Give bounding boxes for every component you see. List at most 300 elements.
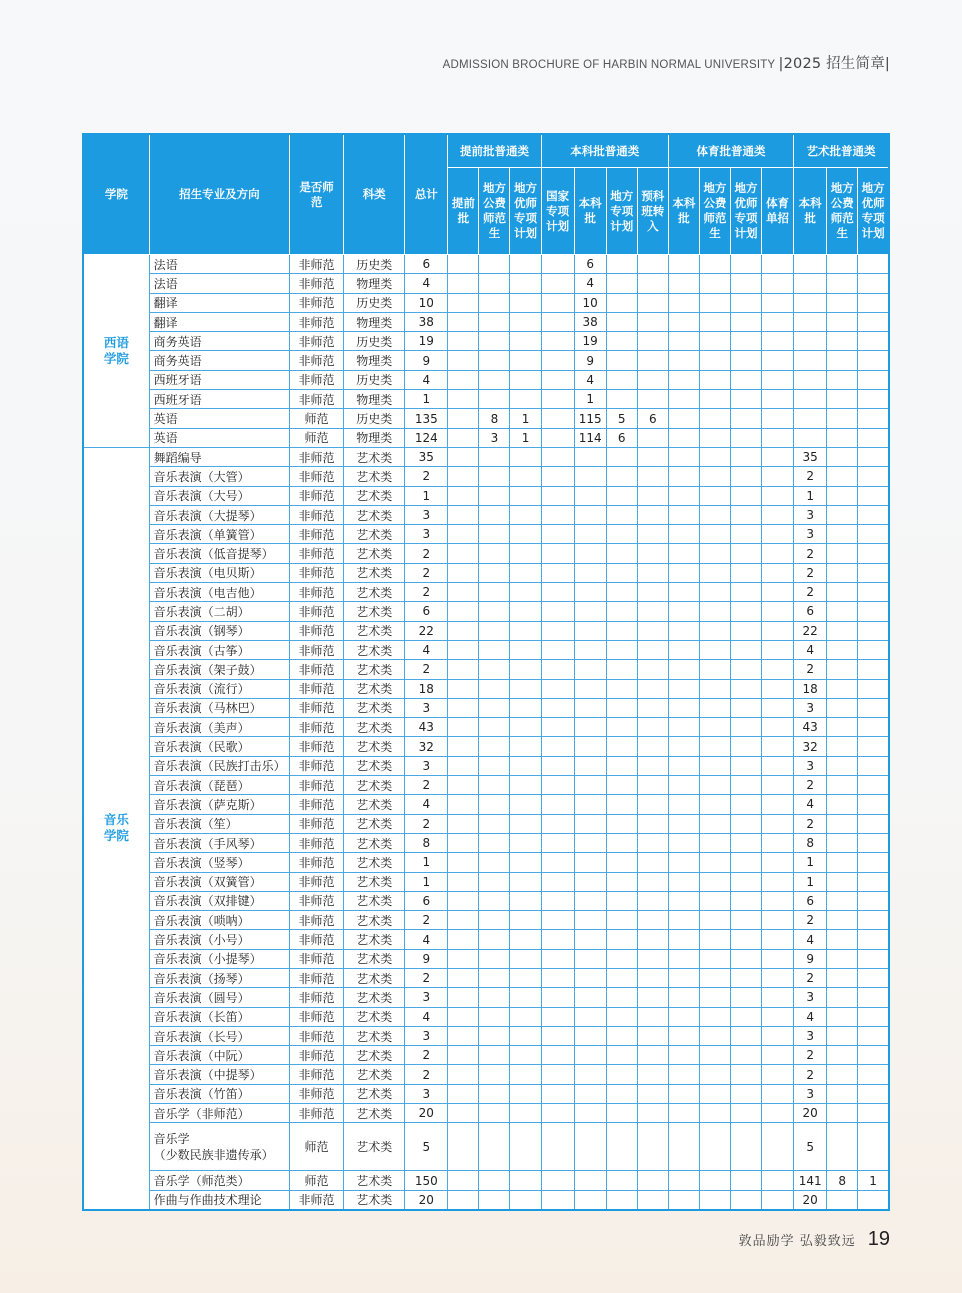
category-cell: 艺术类 bbox=[344, 1171, 405, 1190]
quota-cell bbox=[827, 795, 858, 814]
quota-cell bbox=[827, 853, 858, 872]
quota-cell bbox=[762, 390, 794, 409]
quota-cell bbox=[479, 679, 510, 698]
quota-cell: 4 bbox=[574, 370, 606, 389]
quota-cell bbox=[827, 525, 858, 544]
quota-cell bbox=[827, 640, 858, 659]
table-row bbox=[83, 312, 889, 331]
category-cell: 艺术类 bbox=[344, 1046, 405, 1065]
table-row bbox=[83, 640, 889, 659]
quota-cell bbox=[668, 1171, 699, 1190]
total-cell: 19 bbox=[405, 332, 448, 351]
major-cell: 音乐表演（琵琶） bbox=[149, 776, 289, 795]
quota-cell bbox=[699, 891, 730, 910]
quota-cell bbox=[606, 1104, 637, 1123]
quota-cell bbox=[606, 930, 637, 949]
major-cell: 音乐表演（电吉他） bbox=[149, 583, 289, 602]
quota-cell bbox=[762, 1065, 794, 1084]
major-cell: 商务英语 bbox=[149, 332, 289, 351]
quota-cell bbox=[574, 1104, 606, 1123]
quota-cell bbox=[448, 1104, 479, 1123]
quota-cell bbox=[606, 351, 637, 370]
quota-cell bbox=[699, 312, 730, 331]
subcol-header: 国家专项计划 bbox=[541, 168, 574, 255]
quota-cell bbox=[510, 467, 541, 486]
major-cell: 作曲与作曲技术理论 bbox=[149, 1190, 289, 1210]
quota-cell bbox=[574, 447, 606, 466]
quota-cell bbox=[541, 930, 574, 949]
quota-cell bbox=[730, 930, 761, 949]
normal-cell: 非师范 bbox=[290, 1007, 344, 1026]
major-cell: 音乐表演（低音提琴） bbox=[149, 544, 289, 563]
quota-cell bbox=[762, 1084, 794, 1103]
group-header-early: 提前批普通类 bbox=[448, 134, 541, 168]
quota-cell bbox=[541, 525, 574, 544]
quota-cell bbox=[668, 756, 699, 775]
quota-cell bbox=[448, 447, 479, 466]
quota-cell bbox=[637, 911, 668, 930]
total-cell: 6 bbox=[405, 602, 448, 621]
total-cell: 2 bbox=[405, 467, 448, 486]
quota-cell bbox=[858, 660, 889, 679]
category-cell: 艺术类 bbox=[344, 891, 405, 910]
quota-cell bbox=[510, 968, 541, 987]
quota-cell bbox=[637, 1123, 668, 1171]
quota-cell bbox=[827, 563, 858, 582]
quota-cell bbox=[730, 1007, 761, 1026]
quota-cell: 3 bbox=[794, 756, 827, 775]
quota-cell bbox=[730, 467, 761, 486]
subcol-header: 地方优师专项计划 bbox=[730, 168, 761, 255]
quota-cell bbox=[827, 621, 858, 640]
quota-cell: 2 bbox=[794, 911, 827, 930]
quota-cell bbox=[606, 505, 637, 524]
subcol-header: 地方公费师范生 bbox=[699, 168, 730, 255]
brochure-title: |2025 招生简章| bbox=[778, 56, 890, 72]
quota-cell bbox=[827, 602, 858, 621]
quota-cell bbox=[541, 409, 574, 428]
quota-cell bbox=[479, 447, 510, 466]
quota-cell bbox=[448, 795, 479, 814]
major-cell: 音乐表演（竹笛） bbox=[149, 1084, 289, 1103]
quota-cell bbox=[699, 1123, 730, 1171]
quota-cell bbox=[541, 293, 574, 312]
quota-cell bbox=[637, 756, 668, 775]
total-cell: 9 bbox=[405, 949, 448, 968]
quota-cell bbox=[858, 795, 889, 814]
category-cell: 艺术类 bbox=[344, 853, 405, 872]
quota-cell bbox=[762, 602, 794, 621]
normal-cell: 非师范 bbox=[290, 1190, 344, 1210]
quota-cell bbox=[762, 1104, 794, 1123]
quota-cell bbox=[510, 1123, 541, 1171]
major-cell: 音乐表演（双簧管） bbox=[149, 872, 289, 891]
quota-cell bbox=[762, 949, 794, 968]
quota-cell bbox=[541, 447, 574, 466]
normal-cell: 师范 bbox=[290, 409, 344, 428]
quota-cell bbox=[762, 312, 794, 331]
quota-cell bbox=[637, 255, 668, 274]
quota-cell bbox=[448, 602, 479, 621]
major-cell: 音乐表演（唢呐） bbox=[149, 911, 289, 930]
category-cell: 艺术类 bbox=[344, 930, 405, 949]
quota-cell bbox=[510, 563, 541, 582]
quota-cell bbox=[699, 911, 730, 930]
quota-cell bbox=[858, 1046, 889, 1065]
quota-cell bbox=[448, 949, 479, 968]
quota-cell bbox=[510, 891, 541, 910]
quota-cell bbox=[541, 949, 574, 968]
total-cell: 20 bbox=[405, 1190, 448, 1210]
normal-cell: 非师范 bbox=[290, 505, 344, 524]
quota-cell bbox=[574, 563, 606, 582]
quota-cell bbox=[858, 467, 889, 486]
quota-cell: 4 bbox=[794, 795, 827, 814]
quota-cell bbox=[858, 756, 889, 775]
quota-cell bbox=[637, 930, 668, 949]
quota-cell bbox=[637, 988, 668, 1007]
quota-cell bbox=[510, 1084, 541, 1103]
category-cell: 艺术类 bbox=[344, 505, 405, 524]
quota-cell bbox=[668, 718, 699, 737]
category-cell: 艺术类 bbox=[344, 583, 405, 602]
normal-cell: 非师范 bbox=[290, 911, 344, 930]
category-cell: 艺术类 bbox=[344, 1007, 405, 1026]
major-cell: 法语 bbox=[149, 255, 289, 274]
total-cell: 3 bbox=[405, 1084, 448, 1103]
quota-cell bbox=[668, 293, 699, 312]
normal-cell: 非师范 bbox=[290, 1026, 344, 1045]
quota-cell bbox=[762, 351, 794, 370]
quota-cell bbox=[637, 602, 668, 621]
quota-cell bbox=[448, 1046, 479, 1065]
quota-cell: 2 bbox=[794, 660, 827, 679]
quota-cell bbox=[510, 718, 541, 737]
table-row bbox=[83, 602, 889, 621]
total-cell: 2 bbox=[405, 776, 448, 795]
quota-cell bbox=[510, 332, 541, 351]
quota-cell bbox=[479, 872, 510, 891]
quota-cell bbox=[827, 370, 858, 389]
quota-cell bbox=[668, 1046, 699, 1065]
quota-cell: 9 bbox=[574, 351, 606, 370]
category-cell: 艺术类 bbox=[344, 447, 405, 466]
category-cell: 艺术类 bbox=[344, 563, 405, 582]
quota-cell bbox=[541, 428, 574, 447]
quota-cell bbox=[574, 988, 606, 1007]
quota-cell bbox=[574, 756, 606, 775]
quota-cell bbox=[730, 776, 761, 795]
subcol-header: 本科批 bbox=[668, 168, 699, 255]
quota-cell bbox=[541, 505, 574, 524]
quota-cell bbox=[858, 563, 889, 582]
quota-cell bbox=[699, 718, 730, 737]
quota-cell bbox=[858, 1190, 889, 1210]
quota-cell bbox=[668, 930, 699, 949]
quota-cell bbox=[827, 312, 858, 331]
quota-cell bbox=[574, 621, 606, 640]
quota-cell bbox=[762, 660, 794, 679]
quota-cell bbox=[606, 486, 637, 505]
quota-cell bbox=[858, 370, 889, 389]
col-total-header: 总计 bbox=[405, 134, 448, 255]
total-cell: 4 bbox=[405, 370, 448, 389]
normal-cell: 非师范 bbox=[290, 853, 344, 872]
quota-cell bbox=[668, 640, 699, 659]
quota-cell bbox=[730, 621, 761, 640]
quota-cell bbox=[699, 293, 730, 312]
quota-cell bbox=[448, 1171, 479, 1190]
major-cell: 商务英语 bbox=[149, 351, 289, 370]
quota-cell bbox=[762, 1026, 794, 1045]
quota-cell bbox=[637, 795, 668, 814]
major-cell: 音乐表演（架子鼓） bbox=[149, 660, 289, 679]
table-row bbox=[83, 756, 889, 775]
quota-cell bbox=[541, 737, 574, 756]
quota-cell bbox=[730, 814, 761, 833]
subcol-header: 地方公费师范生 bbox=[827, 168, 858, 255]
major-cell: 音乐表演（美声） bbox=[149, 718, 289, 737]
quota-cell bbox=[699, 1171, 730, 1190]
total-cell: 6 bbox=[405, 891, 448, 910]
quota-cell bbox=[637, 544, 668, 563]
normal-cell: 非师范 bbox=[290, 602, 344, 621]
quota-cell bbox=[794, 293, 827, 312]
quota-cell bbox=[637, 891, 668, 910]
quota-cell bbox=[668, 428, 699, 447]
quota-cell bbox=[448, 698, 479, 717]
quota-cell bbox=[606, 312, 637, 331]
quota-cell bbox=[448, 544, 479, 563]
quota-cell bbox=[762, 486, 794, 505]
table-row bbox=[83, 505, 889, 524]
quota-cell bbox=[574, 698, 606, 717]
quota-cell bbox=[541, 1104, 574, 1123]
table-row bbox=[83, 1171, 889, 1190]
university-motto: 敦品励学 弘毅致远 bbox=[738, 1234, 856, 1249]
quota-cell: 1 bbox=[510, 428, 541, 447]
quota-cell bbox=[510, 911, 541, 930]
quota-cell bbox=[448, 1007, 479, 1026]
admission-table bbox=[82, 133, 890, 1211]
quota-cell bbox=[479, 737, 510, 756]
quota-cell bbox=[606, 293, 637, 312]
quota-cell bbox=[762, 370, 794, 389]
quota-cell bbox=[541, 698, 574, 717]
quota-cell bbox=[510, 390, 541, 409]
major-cell: 音乐表演（笙） bbox=[149, 814, 289, 833]
quota-cell bbox=[606, 814, 637, 833]
quota-cell bbox=[827, 1104, 858, 1123]
quota-cell bbox=[762, 891, 794, 910]
quota-cell bbox=[510, 312, 541, 331]
normal-cell: 非师范 bbox=[290, 1046, 344, 1065]
quota-cell bbox=[606, 833, 637, 852]
quota-cell bbox=[730, 255, 761, 274]
quota-cell bbox=[510, 872, 541, 891]
quota-cell bbox=[668, 486, 699, 505]
quota-cell bbox=[448, 274, 479, 293]
quota-cell bbox=[858, 351, 889, 370]
quota-cell bbox=[699, 370, 730, 389]
quota-cell bbox=[479, 776, 510, 795]
quota-cell bbox=[827, 332, 858, 351]
total-cell: 5 bbox=[405, 1123, 448, 1171]
quota-cell bbox=[606, 621, 637, 640]
quota-cell bbox=[699, 467, 730, 486]
quota-cell bbox=[541, 544, 574, 563]
quota-cell bbox=[827, 814, 858, 833]
quota-cell bbox=[637, 390, 668, 409]
quota-cell bbox=[668, 776, 699, 795]
quota-cell bbox=[827, 505, 858, 524]
quota-cell bbox=[730, 949, 761, 968]
normal-cell: 师范 bbox=[290, 1123, 344, 1171]
quota-cell bbox=[606, 467, 637, 486]
quota-cell bbox=[479, 602, 510, 621]
quota-cell bbox=[668, 563, 699, 582]
quota-cell bbox=[699, 930, 730, 949]
total-cell: 3 bbox=[405, 698, 448, 717]
quota-cell bbox=[699, 602, 730, 621]
quota-cell bbox=[637, 814, 668, 833]
quota-cell bbox=[730, 640, 761, 659]
col-normal-header: 是否师范 bbox=[290, 134, 344, 255]
quota-cell bbox=[762, 293, 794, 312]
quota-cell bbox=[606, 1007, 637, 1026]
quota-cell bbox=[762, 737, 794, 756]
category-cell: 物理类 bbox=[344, 428, 405, 447]
table-row bbox=[83, 988, 889, 1007]
quota-cell bbox=[448, 930, 479, 949]
major-cell: 音乐表演（大号） bbox=[149, 486, 289, 505]
quota-cell bbox=[858, 640, 889, 659]
category-cell: 艺术类 bbox=[344, 776, 405, 795]
quota-cell bbox=[668, 833, 699, 852]
normal-cell: 非师范 bbox=[290, 274, 344, 293]
total-cell: 4 bbox=[405, 274, 448, 293]
quota-cell bbox=[730, 544, 761, 563]
quota-cell bbox=[762, 968, 794, 987]
quota-cell bbox=[827, 872, 858, 891]
normal-cell: 非师范 bbox=[290, 930, 344, 949]
quota-cell bbox=[827, 1026, 858, 1045]
quota-cell bbox=[574, 1007, 606, 1026]
quota-cell bbox=[479, 814, 510, 833]
quota-cell bbox=[730, 1026, 761, 1045]
quota-cell bbox=[794, 409, 827, 428]
major-cell: 音乐学（师范类） bbox=[149, 1171, 289, 1190]
quota-cell bbox=[606, 1084, 637, 1103]
subcol-header: 预科班转入 bbox=[637, 168, 668, 255]
table-row bbox=[83, 255, 889, 274]
table-row bbox=[83, 1026, 889, 1045]
normal-cell: 非师范 bbox=[290, 351, 344, 370]
quota-cell bbox=[606, 1190, 637, 1210]
total-cell: 3 bbox=[405, 525, 448, 544]
quota-cell bbox=[510, 602, 541, 621]
quota-cell bbox=[730, 660, 761, 679]
quota-cell bbox=[637, 1026, 668, 1045]
quota-cell: 32 bbox=[794, 737, 827, 756]
quota-cell bbox=[574, 525, 606, 544]
quota-cell bbox=[699, 1065, 730, 1084]
total-cell: 4 bbox=[405, 795, 448, 814]
quota-cell bbox=[479, 370, 510, 389]
quota-cell bbox=[541, 756, 574, 775]
table-row bbox=[83, 486, 889, 505]
quota-cell bbox=[668, 911, 699, 930]
total-cell: 3 bbox=[405, 1026, 448, 1045]
major-cell: 翻译 bbox=[149, 293, 289, 312]
category-cell: 艺术类 bbox=[344, 467, 405, 486]
quota-cell bbox=[827, 351, 858, 370]
quota-cell: 4 bbox=[574, 274, 606, 293]
quota-cell bbox=[479, 312, 510, 331]
col-major-header: 招生专业及方向 bbox=[149, 134, 289, 255]
quota-cell bbox=[858, 274, 889, 293]
quota-cell bbox=[637, 525, 668, 544]
total-cell: 2 bbox=[405, 660, 448, 679]
quota-cell bbox=[637, 968, 668, 987]
quota-cell bbox=[858, 255, 889, 274]
normal-cell: 非师范 bbox=[290, 583, 344, 602]
category-cell: 历史类 bbox=[344, 370, 405, 389]
quota-cell bbox=[448, 525, 479, 544]
quota-cell bbox=[479, 660, 510, 679]
major-cell: 翻译 bbox=[149, 312, 289, 331]
quota-cell bbox=[510, 795, 541, 814]
quota-cell bbox=[827, 486, 858, 505]
quota-cell bbox=[730, 525, 761, 544]
quota-cell bbox=[858, 737, 889, 756]
quota-cell bbox=[699, 428, 730, 447]
table-row bbox=[83, 332, 889, 351]
major-cell: 音乐表演（小提琴） bbox=[149, 949, 289, 968]
total-cell: 2 bbox=[405, 1065, 448, 1084]
major-cell: 音乐表演（小号） bbox=[149, 930, 289, 949]
quota-cell: 2 bbox=[794, 583, 827, 602]
quota-cell bbox=[730, 756, 761, 775]
category-cell: 艺术类 bbox=[344, 988, 405, 1007]
quota-cell bbox=[541, 1065, 574, 1084]
major-cell: 舞蹈编导 bbox=[149, 447, 289, 466]
quota-cell: 19 bbox=[574, 332, 606, 351]
quota-cell bbox=[637, 351, 668, 370]
quota-cell bbox=[510, 544, 541, 563]
quota-cell: 3 bbox=[794, 505, 827, 524]
quota-cell bbox=[762, 409, 794, 428]
quota-cell bbox=[699, 1104, 730, 1123]
quota-cell bbox=[762, 1007, 794, 1026]
table-row bbox=[83, 544, 889, 563]
table-row bbox=[83, 1084, 889, 1103]
quota-cell bbox=[510, 1104, 541, 1123]
major-cell: 音乐表演（中阮） bbox=[149, 1046, 289, 1065]
total-cell: 2 bbox=[405, 911, 448, 930]
quota-cell bbox=[827, 447, 858, 466]
quota-cell bbox=[606, 988, 637, 1007]
quota-cell bbox=[606, 1046, 637, 1065]
quota-cell bbox=[827, 737, 858, 756]
quota-cell bbox=[574, 544, 606, 563]
quota-cell bbox=[762, 988, 794, 1007]
quota-cell bbox=[668, 737, 699, 756]
quota-cell bbox=[574, 853, 606, 872]
total-cell: 4 bbox=[405, 640, 448, 659]
quota-cell bbox=[827, 583, 858, 602]
quota-cell bbox=[762, 1123, 794, 1171]
